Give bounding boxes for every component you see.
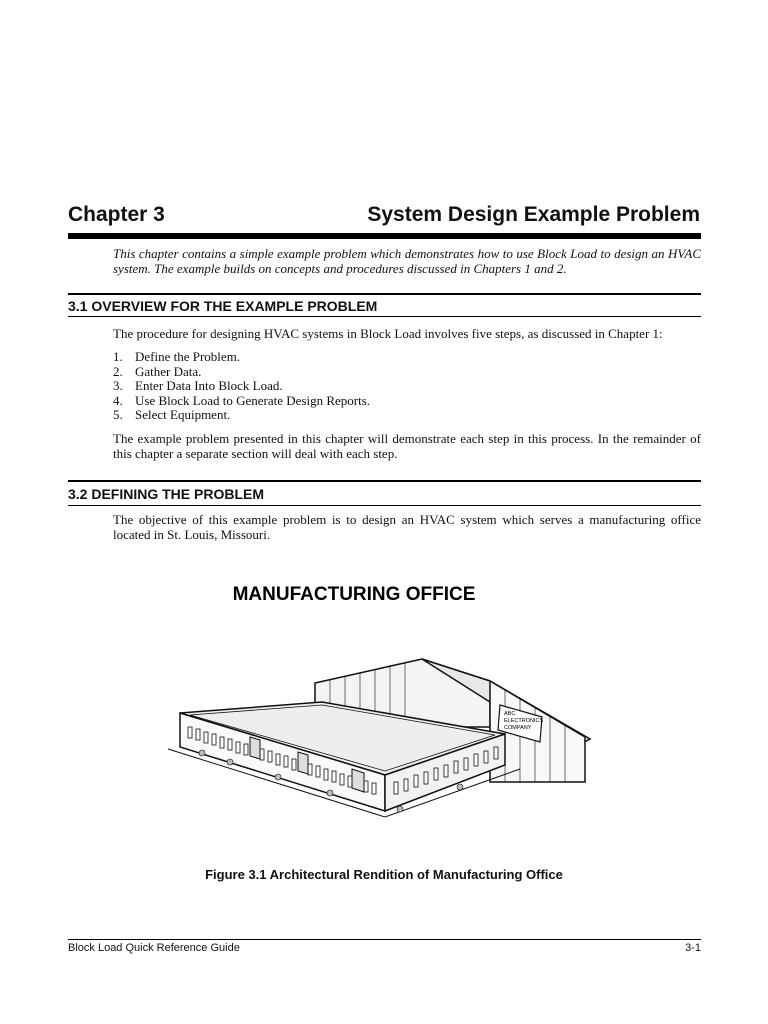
- chapter-title: System Design Example Problem: [367, 203, 700, 226]
- list-item: 4. Use Block Load to Generate Design Reports.: [113, 392, 371, 408]
- defining-body: The objective of this example problem is to design an HVAC system which serves a manufacturing office located in St. Louis, Missouri.: [113, 512, 701, 542]
- section-title-defining: 3.2 DEFINING THE PROBLEM: [68, 486, 265, 502]
- list-item: 1. Define the Problem.: [113, 349, 241, 364]
- chapter-intro: This chapter contains a simple example problem which demonstrates how to use Block Load to design an HVAC system. The example builds on concepts and procedures discussed in Chapters 1 and 2.: [113, 246, 701, 276]
- building-illustration: [160, 577, 600, 847]
- chapter-number: Chapter 3: [68, 203, 165, 226]
- list-item: 3. Enter Data Into Block Load.: [113, 378, 283, 393]
- section-rule-1: [68, 293, 701, 295]
- overview-lead: The procedure for designing HVAC systems in Block Load involves five steps, as discussed in Chapter 1:: [113, 326, 663, 341]
- section-underline-2: [68, 505, 701, 506]
- svg-text:COMPANY: COMPANY: [504, 725, 532, 731]
- chapter-rule: [68, 233, 701, 239]
- section-rule-2: [68, 480, 701, 482]
- figure-caption: Figure 3.1 Architectural Rendition of Manufacturing Office: [205, 867, 563, 882]
- page-number: 3-1: [685, 942, 701, 954]
- section-underline-1: [68, 316, 701, 317]
- list-item: 5. Select Equipment.: [113, 407, 231, 422]
- figure-heading: MANUFACTURING OFFICE: [232, 584, 476, 605]
- footer-rule: [68, 939, 701, 940]
- footer-guide-title: Block Load Quick Reference Guide: [68, 942, 240, 954]
- steps-list: [113, 350, 701, 423]
- list-item: 2. Gather Data.: [113, 363, 202, 379]
- overview-closing: The example problem presented in this chapter will demonstrate each step in this process. In the remainder of this chapter a separate section will deal with each step.: [113, 431, 701, 461]
- svg-text:ABC: ABC: [504, 711, 516, 717]
- svg-text:ELECTRONICS: ELECTRONICS: [504, 718, 544, 724]
- section-title-overview: 3.1 OVERVIEW FOR THE EXAMPLE PROBLEM: [68, 298, 378, 314]
- chapter-header: [68, 203, 700, 233]
